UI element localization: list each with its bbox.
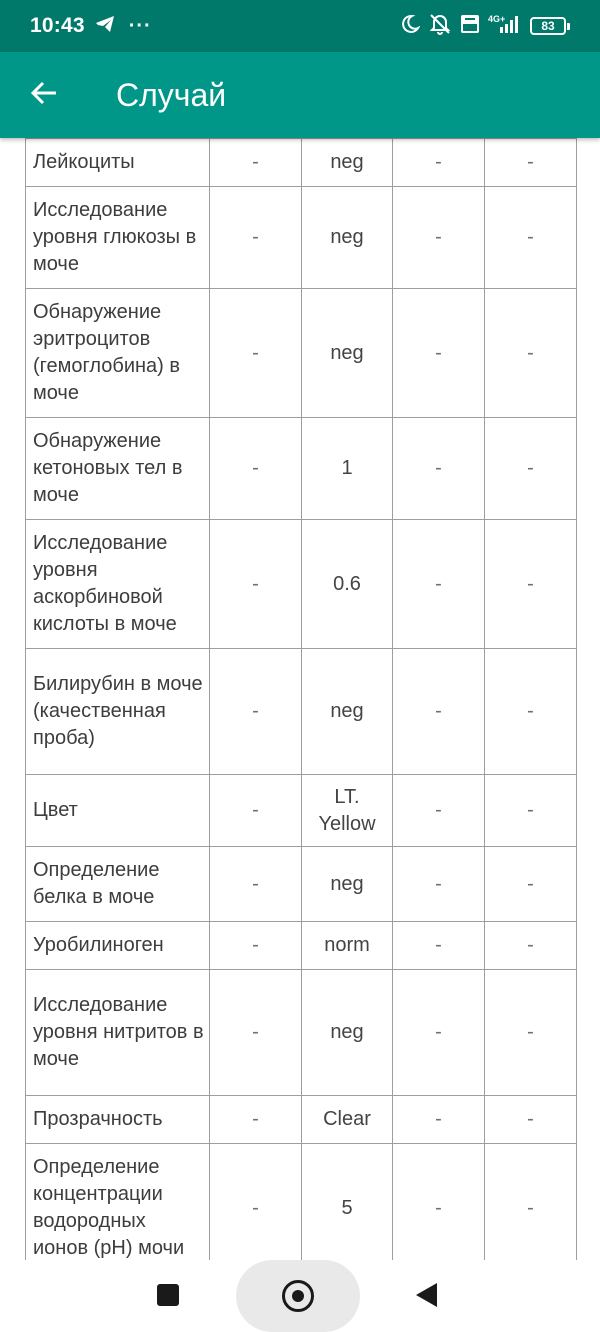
value-cell-3: - [393,418,485,520]
row-name-cell: Определение белка в моче [26,847,210,922]
value-cell-2: neg [302,187,393,289]
recent-apps-button[interactable] [157,1284,179,1306]
results-table [25,138,577,1260]
battery-icon [530,17,570,35]
value-cell-3: - [393,139,485,187]
value-cell-3: - [393,289,485,418]
value-cell-4: - [485,1096,577,1144]
page-title: Случай [116,76,227,113]
value-cell-3: - [393,922,485,970]
value-cell-1: - [210,289,302,418]
value-cell-2: neg [302,139,393,187]
more-notifications-icon: ··· [128,14,152,37]
row-name-cell: Цвет [26,775,210,847]
value-cell-4: - [485,520,577,649]
value-cell-4: - [485,187,577,289]
battery-tip [567,23,570,30]
value-cell-1: - [210,775,302,847]
row-name-cell: Уробилиноген [26,922,210,970]
results-table-body [26,139,577,1261]
table-row [26,139,577,187]
value-cell-1: - [210,520,302,649]
moon-icon [400,14,420,39]
value-cell-2: Clear [302,1096,393,1144]
svg-text:4G+: 4G+ [488,13,506,24]
row-name-cell: Определение концентрации водородных ионов (pH) мочи [26,1144,210,1261]
table-row [26,1096,577,1144]
value-cell-1: - [210,970,302,1096]
value-cell-3: - [393,1144,485,1261]
row-name-cell: Обнаружение кетоновых тел в моче [26,418,210,520]
value-cell-4: - [485,970,577,1096]
value-cell-2: 5 [302,1144,393,1261]
arrow-left-icon [30,79,58,112]
value-cell-4: - [485,289,577,418]
value-cell-4: - [485,1144,577,1261]
status-bar [0,0,600,52]
signal-icon [488,13,522,40]
muted-bell-icon [428,13,452,40]
row-name-cell: Лейкоциты [26,139,210,187]
value-cell-3: - [393,520,485,649]
value-cell-2: norm [302,922,393,970]
home-dot-icon [292,1290,304,1302]
table-row [26,418,577,520]
volte-icon [460,14,480,39]
status-right [400,13,570,40]
telegram-icon [95,15,115,38]
value-cell-4: - [485,922,577,970]
status-time: 10:43 [30,14,85,37]
back-button[interactable] [0,52,88,138]
value-cell-2: neg [302,970,393,1096]
table-row [26,1144,577,1261]
value-cell-4: - [485,847,577,922]
results-scroll-area[interactable] [0,138,600,1260]
row-name-cell: Исследование уровня аскорбиновой кислоты в моче [26,520,210,649]
value-cell-2: 0.6 [302,520,393,649]
value-cell-2: LT. Yellow [302,775,393,847]
table-row [26,649,577,775]
status-left [30,14,152,38]
value-cell-3: - [393,775,485,847]
back-triangle-button[interactable] [416,1283,437,1307]
value-cell-4: - [485,649,577,775]
table-row [26,970,577,1096]
app-bar [0,52,600,138]
value-cell-3: - [393,649,485,775]
value-cell-1: - [210,418,302,520]
value-cell-3: - [393,187,485,289]
table-row [26,847,577,922]
navigation-bar [0,1260,600,1332]
battery-level: 83 [530,17,566,35]
value-cell-3: - [393,970,485,1096]
table-row [26,289,577,418]
row-name-cell: Обнаружение эритроцитов (гемоглобина) в моче [26,289,210,418]
value-cell-1: - [210,922,302,970]
value-cell-2: 1 [302,418,393,520]
row-name-cell: Прозрачность [26,1096,210,1144]
table-row [26,775,577,847]
value-cell-4: - [485,775,577,847]
value-cell-4: - [485,418,577,520]
table-row [26,922,577,970]
value-cell-1: - [210,1144,302,1261]
value-cell-1: - [210,139,302,187]
value-cell-1: - [210,1096,302,1144]
home-button[interactable] [282,1280,314,1312]
table-row [26,520,577,649]
value-cell-3: - [393,847,485,922]
value-cell-4: - [485,139,577,187]
row-name-cell: Исследование уровня нитритов в моче [26,970,210,1096]
value-cell-1: - [210,847,302,922]
value-cell-3: - [393,1096,485,1144]
value-cell-1: - [210,649,302,775]
row-name-cell: Билирубин в моче (качественная проба) [26,649,210,775]
value-cell-1: - [210,187,302,289]
value-cell-2: neg [302,649,393,775]
table-row [26,187,577,289]
row-name-cell: Исследование уровня глюкозы в моче [26,187,210,289]
value-cell-2: neg [302,289,393,418]
value-cell-2: neg [302,847,393,922]
